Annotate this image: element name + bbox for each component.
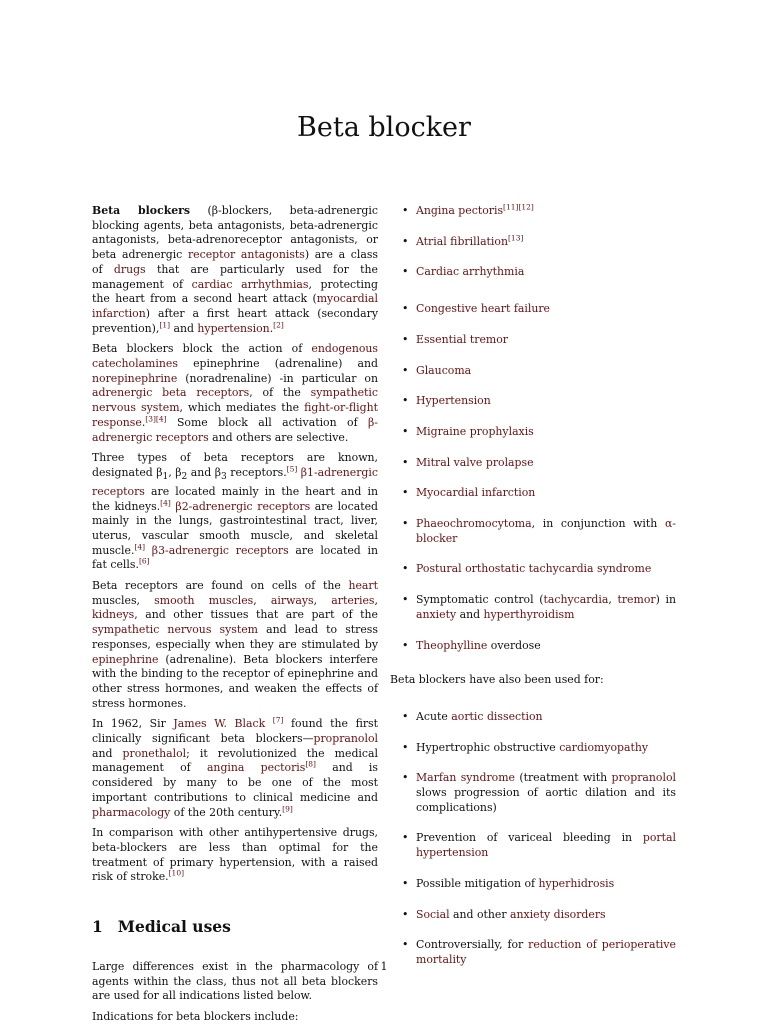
list-item: • Hypertrophic obstructive cardiomyopathy	[390, 741, 676, 756]
citation-link[interactable]: [3][4]	[145, 414, 167, 424]
link-propranolol[interactable]: propranolol	[313, 732, 378, 746]
list-item: • Congestive heart failure	[390, 302, 676, 317]
lead-term: Beta blockers	[92, 204, 191, 217]
link-epinephrine[interactable]: epinephrine	[92, 652, 159, 666]
also-used-list	[390, 710, 676, 968]
list-item: • Mitral valve prolapse	[390, 456, 676, 471]
citation-link[interactable]: [10]	[168, 868, 185, 878]
list-item: • Hypertension	[390, 394, 676, 409]
intro-paragraph-2: Beta blockers block the action of endogenous catecholamines epinephrine (adrenaline) and norepinephrine (noradrenaline) -in particular on adrenergic beta receptors, of the sympathetic nervous system, which mediates the fight-or-flight response.[3][4] Some block all activation of β-adrenergic receptors and others are selective.	[92, 342, 378, 444]
link-airways[interactable]: airways	[270, 593, 314, 607]
citation-link[interactable]: [6]	[138, 556, 150, 566]
page-title: Beta blocker	[297, 112, 471, 143]
list-item: • Prevention of variceal bleeding in portal hypertension	[390, 831, 676, 860]
link-adrenergic-beta-receptors[interactable]: adrenergic beta receptors	[92, 386, 250, 400]
link-kidneys[interactable]: kidneys	[92, 608, 135, 622]
citation-link[interactable]: [4]	[160, 497, 171, 507]
indications-list	[390, 204, 676, 653]
link-beta-adrenergic-receptors[interactable]: β-adrenergic receptors	[92, 415, 378, 444]
link-endogenous-catecholamines[interactable]: endogenous catecholamines	[92, 342, 378, 371]
link-arteries[interactable]: arteries	[331, 593, 375, 607]
section-paragraph-2: Indications for beta blockers include:	[92, 1009, 299, 1023]
list-item: • Possible mitigation of hyperhidrosis	[390, 877, 676, 892]
citation-link[interactable]: [2]	[273, 320, 284, 329]
link-angina-pectoris[interactable]: angina pectoris	[206, 761, 306, 775]
link-cardiac-arrhythmias[interactable]: cardiac arrhythmias	[191, 277, 309, 291]
citation-link[interactable]: [9]	[282, 803, 293, 813]
also-used-intro: Beta blockers have also been used for:	[390, 673, 604, 687]
link-beta3-receptors[interactable]: β3-adrenergic receptors	[151, 543, 289, 557]
link-james-black[interactable]: James W. Black	[173, 717, 266, 731]
citation-link[interactable]: [1]	[159, 320, 171, 329]
section-paragraph-1: Large differences exist in the pharmacology of agents within the class, thus not all beta blockers are used for all indications listed below.	[92, 959, 378, 1003]
citation-link[interactable]: [11][12]	[503, 202, 534, 212]
intro-paragraph-4: Beta receptors are found on cells of the heart muscles, smooth muscles, airways, arteries, kidneys, and other tissues that are part of the sympathetic nervous system and lead to stress responses, especially when they are stimulated by epinephrine (adrenaline). Beta blockers interfere with the binding to the receptor of epinephrine and other stress hormones, and weaken the effects of stress hormones.	[92, 579, 378, 710]
list-item: • Essential tremor	[390, 333, 676, 348]
link-sympathetic-nervous-system-2[interactable]: sympathetic nervous system	[92, 623, 258, 637]
list-item: • Marfan syndrome (treatment with propranolol slows progression of aortic dilation and its complications)	[390, 771, 676, 815]
intro-paragraph-1: Beta blockers (β-blockers, beta-adrenergic blocking agents, beta antagonists, beta-adrenergic antagonists, beta-adrenoreceptor antagonists, or beta adrenergic receptor antagonists) are a class of drugs that are particularly used for the management of cardiac arrhythmias, protecting the heart from a second heart attack (myocardial infarction) after a first heart attack (secondary prevention),[1] and hypertension.[2]	[92, 204, 378, 335]
citation-link[interactable]: [4]	[134, 542, 146, 552]
intro-paragraph-3: Three types of beta receptors are known, designated $\beta_1$, $\beta_2$ and $\beta_3$ receptors.[5] β1-adrenergic receptors are located mainly in the heart and in the kidneys.[4] β2-adrenergic receptors are located mainly in the lungs, gastrointestinal tract, liver, uterus, vascular smooth muscle, and skeletal muscle.[4] β3-adrenergic receptors are located in fat cells.[6]	[92, 451, 378, 572]
page-number: 1	[380, 960, 388, 973]
list-item: • Postural orthostatic tachycardia syndrome	[390, 562, 676, 577]
citation-link[interactable]: [5]	[286, 464, 298, 474]
link-beta1-receptors[interactable]: β1-adrenergic receptors	[92, 465, 378, 498]
list-item: • Atrial fibrillation[13]	[390, 235, 676, 250]
link-smooth-muscles[interactable]: smooth muscles	[154, 593, 254, 607]
section-title: Medical uses	[117, 917, 231, 937]
list-item: • Myocardial infarction	[390, 486, 676, 501]
list-item: • Symptomatic control (tachycardia, tremor) in anxiety and hyperthyroidism	[390, 593, 676, 622]
list-item: • Controversially, for reduction of perioperative mortality	[390, 938, 676, 967]
right-column	[390, 204, 676, 984]
link-hypertension[interactable]: hypertension	[197, 321, 270, 335]
link-myocardial-infarction[interactable]: myocardial infarction	[92, 292, 378, 320]
intro-paragraph-6: In comparison with other antihypertensive drugs, beta-blockers are less than optimal for the treatment of primary hypertension, with a raised risk of stroke.[10]	[92, 826, 378, 884]
list-item: • Theophylline overdose	[390, 639, 676, 654]
section-number: 1	[92, 917, 103, 937]
citation-link[interactable]: [7]	[272, 715, 284, 725]
intro-paragraph-5: In 1962, Sir James W. Black [7] found the first clinically significant beta blockers—propranolol and pronethalol; it revolutionized the medical management of angina pectoris[8] and is considered by many to be one of the most important contributions to clinical medicine and pharmacology of the 20th century.[9]	[92, 715, 379, 819]
link-receptor-antagonists[interactable]: receptor antagonists	[187, 248, 305, 262]
list-item: • Cardiac arrhythmia	[390, 265, 676, 280]
link-pharmacology[interactable]: pharmacology	[92, 805, 171, 819]
list-item: • Acute aortic dissection	[390, 710, 676, 725]
link-sympathetic-nervous-system[interactable]: sympathetic nervous system	[92, 386, 378, 415]
link-pronethalol[interactable]: pronethalol	[122, 746, 187, 760]
link-drugs[interactable]: drugs	[113, 262, 146, 276]
link-beta2-receptors[interactable]: β2-adrenergic receptors	[175, 499, 311, 513]
left-column	[92, 204, 378, 1031]
list-item: • Migraine prophylaxis	[390, 425, 676, 440]
citation-link[interactable]: [13]	[508, 233, 524, 243]
link-heart[interactable]: heart	[348, 579, 378, 593]
list-item: • Glaucoma	[390, 364, 676, 379]
link-norepinephrine[interactable]: norepinephrine	[92, 371, 178, 385]
list-item: • Social and other anxiety disorders	[390, 908, 676, 923]
list-item: • Phaeochromocytoma, in conjunction with α-blocker	[390, 517, 676, 546]
list-item: • Angina pectoris[11][12]	[390, 204, 676, 219]
citation-link[interactable]: [8]	[305, 759, 316, 769]
section-heading-medical-uses	[92, 917, 378, 937]
link-fight-or-flight[interactable]: fight-or-flight response	[92, 401, 378, 429]
